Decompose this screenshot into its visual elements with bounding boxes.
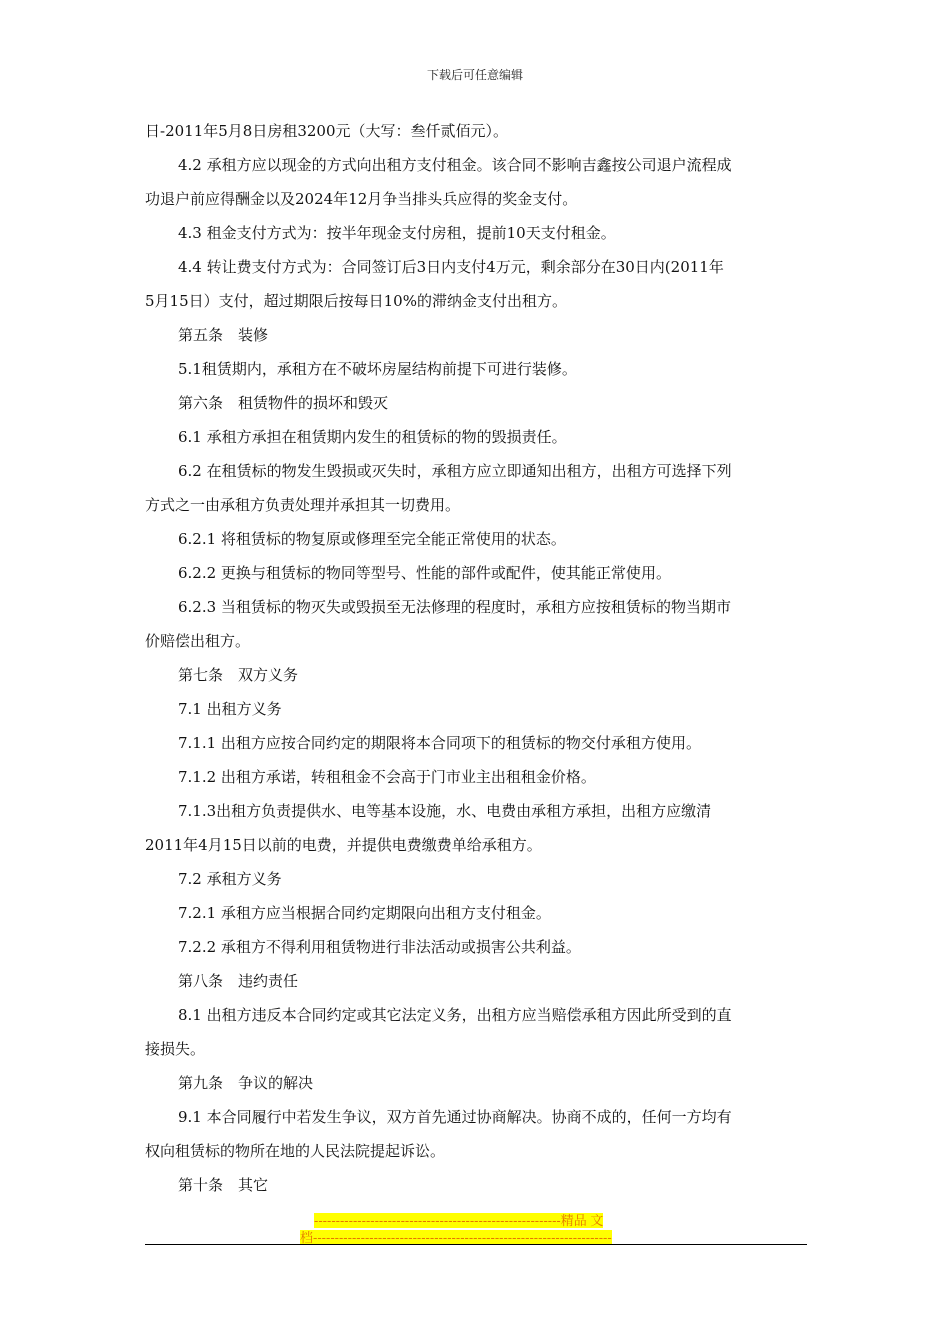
document-line: 功退户前应得酬金以及2024年12月争当排头兵应得的奖金支付。 bbox=[145, 190, 578, 208]
document-line: 5月15日）支付，超过期限后按每日10%的滞纳金支付出租方。 bbox=[145, 292, 567, 310]
document-line: 7.2.2 承租方不得利用租赁物进行非法活动或损害公共利益。 bbox=[178, 938, 581, 956]
document-line: 8.1 出租方违反本合同约定或其它法定义务，出租方应当赔偿承租方因此所受到的直 bbox=[178, 1006, 732, 1024]
document-line: 7.1 出租方义务 bbox=[178, 700, 282, 718]
document-line: 6.2.1 将租赁标的物复原或修理至完全能正常使用的状态。 bbox=[178, 530, 566, 548]
document-line: 6.2.3 当租赁标的物灭失或毁损至无法修理的程度时，承租方应按租赁标的物当期市 bbox=[178, 598, 731, 616]
document-line: 第九条 争议的解决 bbox=[178, 1074, 314, 1092]
document-line: 接损失。 bbox=[145, 1040, 206, 1058]
footer-divider bbox=[145, 1244, 807, 1245]
document-line: 6.2 在租赁标的物发生毁损或灭失时，承租方应立即通知出租方，出租方可选择下列 bbox=[178, 462, 732, 480]
document-line: 第七条 双方义务 bbox=[178, 666, 299, 684]
document-line: 4.3 租金支付方式为：按半年现金支付房租，提前10天支付租金。 bbox=[178, 224, 616, 242]
header-note: 下载后可任意编辑 bbox=[426, 68, 523, 82]
footer-banner-line-1: ---------------------------------------------------------精品 文 bbox=[314, 1213, 604, 1228]
document-body bbox=[145, 114, 807, 1202]
document-line: 第十条 其它 bbox=[178, 1176, 269, 1194]
footer-banner bbox=[300, 1212, 650, 1246]
document-line: 4.2 承租方应以现金的方式向出租方支付租金。该合同不影响吉鑫按公司退户流程成 bbox=[178, 156, 732, 174]
document-line: 第五条 装修 bbox=[178, 326, 269, 344]
document-line: 5.1租赁期内，承租方在不破坏房屋结构前提下可进行装修。 bbox=[178, 360, 577, 378]
document-line: 7.1.1 出租方应按合同约定的期限将本合同项下的租赁标的物交付承租方使用。 bbox=[178, 734, 701, 752]
document-line: 7.2.1 承租方应当根据合同约定期限向出租方支付租金。 bbox=[178, 904, 551, 922]
document-line: 价赔偿出租方。 bbox=[145, 632, 251, 650]
document-line: 7.2 承租方义务 bbox=[178, 870, 282, 888]
document-line: 2011年4月15日以前的电费，并提供电费缴费单给承租方。 bbox=[145, 836, 542, 854]
footer-banner-line-2: 档--------------------------------------------------------------------- bbox=[300, 1230, 612, 1245]
document-line: 方式之一由承租方负责处理并承担其一切费用。 bbox=[145, 496, 461, 514]
document-line: 7.1.3出租方负责提供水、电等基本设施，水、电费由承租方承担，出租方应缴清 bbox=[178, 802, 712, 820]
document-line: 4.4 转让费支付方式为：合同签订后3日内支付4万元，剩余部分在30日内(2011年 bbox=[178, 258, 724, 276]
document-line: 6.1 承租方承担在租赁期内发生的租赁标的物的毁损责任。 bbox=[178, 428, 567, 446]
document-line: 第六条 租赁物件的损坏和毁灭 bbox=[178, 394, 389, 412]
document-line: 权向租赁标的物所在地的人民法院提起诉讼。 bbox=[145, 1142, 446, 1160]
document-line: 第八条 违约责任 bbox=[178, 972, 299, 990]
document-line: 9.1 本合同履行中若发生争议，双方首先通过协商解决。协商不成的，任何一方均有 bbox=[178, 1108, 732, 1126]
document-line: 日-2011年5月8日房租3200元（大写：叁仟贰佰元）。 bbox=[145, 122, 509, 140]
document-line: 7.1.2 出租方承诺，转租租金不会高于门市业主出租租金价格。 bbox=[178, 768, 596, 786]
document-line: 6.2.2 更换与租赁标的物同等型号、性能的部件或配件，使其能正常使用。 bbox=[178, 564, 671, 582]
